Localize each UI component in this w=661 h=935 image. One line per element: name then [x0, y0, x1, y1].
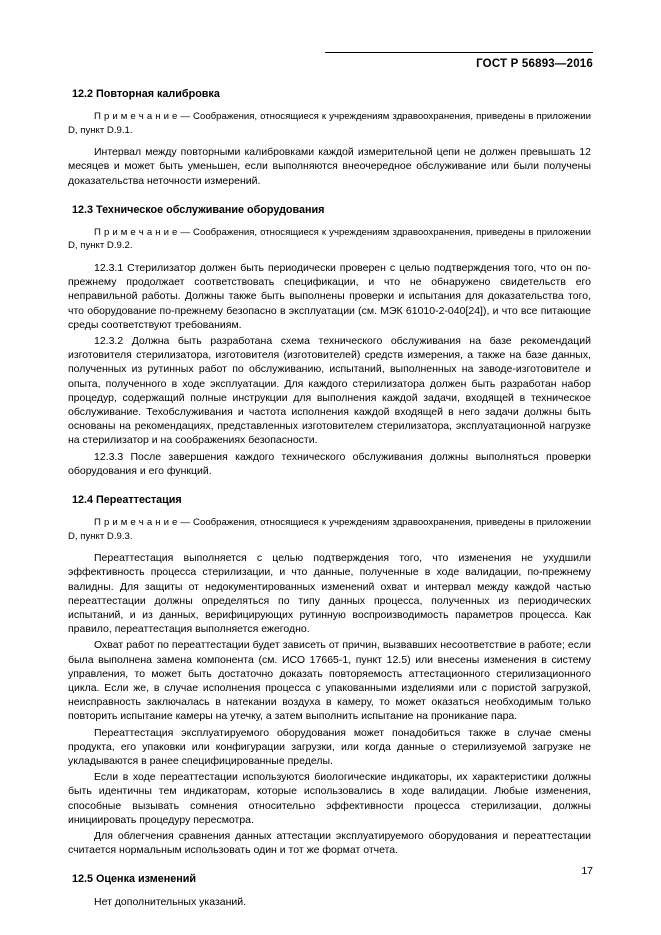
section-note-12-4: П р и м е ч а н и е — Соображения, относящиеся к учреждениям здравоохранения, приведены в приложении D, пункт D.9.3.	[68, 517, 591, 542]
paragraph-12-4-3: Переаттестация эксплуатируемого оборудования может понадобиться также в случае смены продукта, его упаковки или конфигурации загрузки, или когда данные о стерилизуемой загрузке не укладываются в ранее специфицированные пределы.	[68, 726, 591, 768]
header-divider	[325, 52, 593, 53]
paragraph-12-4-4: Если в ходе переаттестации используются биологические индикаторы, их характеристики должны быть идентичны тем индикаторам, которые использовались в ходе валидации. Любые изменения, способные вызывать сомнения относительно эффективности процесса стерилизации, должны инициировать процедуру пересмотра.	[68, 771, 591, 826]
paragraph-12-4-1: Переаттестация выполняется с целью подтверждения того, что изменения не ухудшили эффективность процесса стерилизации, и что данные, полученные в ходе валидации, по-прежнему валидны. Для защиты от недокументированных изменений охват и интервал между каждой частью переаттестации должны определяться по типу данных процесса, полученных из периодических испытаний, и из данных, верифицирующих рутинную воспроизводимость параметров процесса. Как правило, переаттестация выполняется ежегодно.	[68, 552, 591, 636]
paragraph-12-3-3: 12.3.3 После завершения каждого технического обслуживания должны выполняться проверки оборудования и его функций.	[68, 450, 591, 477]
paragraph-12-3-1: 12.3.1 Стерилизатор должен быть периодически проверен с целью подтверждения того, что он по-прежнему продолжает соответствовать спецификации, и что не обнаружено свидетельств его неправильной работы. Должны также быть выполнены проверки и испытания для доказательства того, что оборудование по-прежнему безопасно в эксплуатации (см. МЭК 61010-2-040[24]), и что все питающие среды соответствуют требованиям.	[68, 261, 591, 331]
page-number: 17	[581, 865, 593, 877]
paragraph-12-2-1: Интервал между повторными калибровками каждой измерительной цепи не должен превышать 12 месяцев и может быть уменьшен, если выполняются внеочередное обслуживание или были получены доказательства неточности измерений.	[68, 146, 591, 187]
standard-header: ГОСТ Р 56893—2016	[476, 58, 593, 70]
document-body	[68, 88, 591, 910]
section-heading-12-4: 12.4 Переаттестация	[72, 494, 182, 507]
section-note-12-2: П р и м е ч а н и е — Соображения, относящиеся к учреждениям здравоохранения, приведены в приложении D, пункт D.9.1.	[68, 111, 591, 136]
paragraph-12-3-2: 12.3.2 Должна быть разработана схема технического обслуживания на базе рекомендаций изготовителя стерилизатора, изготовителя (изготовителей) средств измерения, а также на базе данных, полученных из рутинных работ по обслуживанию, испытаний, выполненных на заводе-изготовителе и опыта, полученного в ходе эксплуатации. Для каждого стерилизатора должен быть разработан набор процедур, содержащий полные инструкции для выполнения каждой задачи, входящей в техническое обслуживание. Техобслуживания и частота исполнения каждой входящей в него задачи должны быть основаны на рекомендациях, представленных изготовителем стерилизатора, эксплуатационной нагрузке на стерилизатор и на соображениях безопасности.	[68, 335, 591, 447]
paragraph-12-5-1: Нет дополнительных указаний.	[94, 896, 247, 909]
section-heading-12-5: 12.5 Оценка изменений	[72, 873, 197, 886]
paragraph-12-4-5: Для облегчения сравнения данных аттестации эксплуатируемого оборудования и переаттестации считается нормальным использовать один и тот же формат отчета.	[68, 830, 591, 857]
section-heading-12-3: 12.3 Техническое обслуживание оборудования	[72, 203, 325, 216]
section-heading-12-2: 12.2 Повторная калибровка	[72, 88, 220, 100]
section-note-12-3: П р и м е ч а н и е — Соображения, относящиеся к учреждениям здравоохранения, приведены в приложении D, пункт D.9.2.	[68, 226, 591, 252]
paragraph-12-4-2: Охват работ по переаттестации будет зависеть от причин, вызвавших несоответствие в работе; если была выполнена замена компонента (см. ИСО 17665-1, пункт 12.5) или внесены изменения в систему управления, то может быть достаточно доказать повторяемость аттестационного стерилизационного цикла. Если же, в случае исполнения процесса с упакованными изделиями или с пористой загрузкой, неисправность заключалась в натекании воздуха в камеру, то может оказаться необходимым только повторить испытание камеры на утечку, а затем выполнить испытание на проникание пара.	[68, 639, 591, 723]
